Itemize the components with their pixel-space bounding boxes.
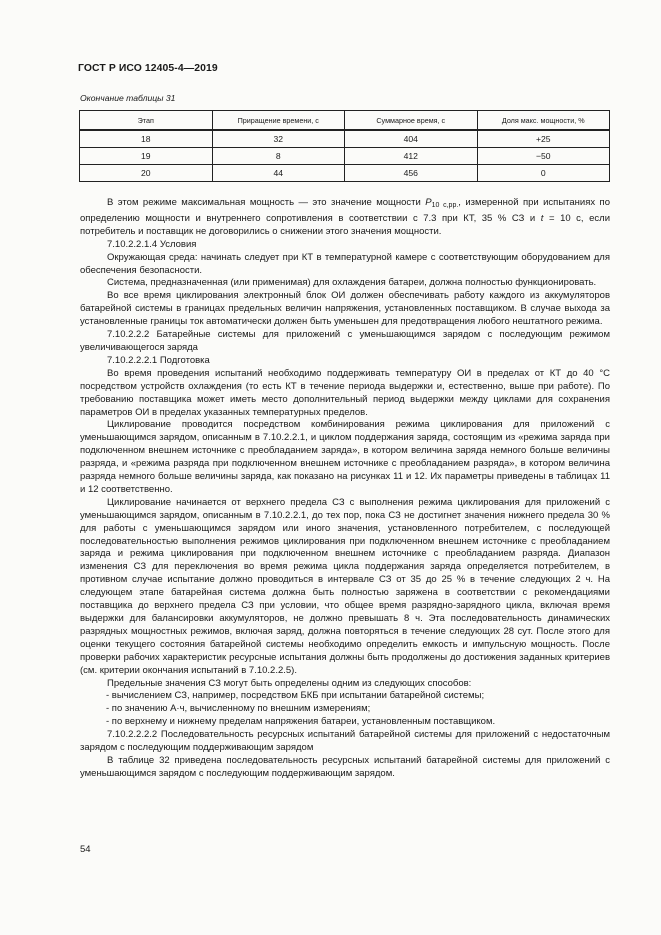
table-caption: Окончание таблицы 31 (80, 93, 176, 103)
paragraph: Окружающая среда: начинать следует при КТ в температурной камере с соответствующим оборудованием для обеспечения безопасности. (80, 251, 610, 276)
table-cell: −50 (477, 148, 610, 165)
subscript: 10 c,pp. (431, 202, 459, 209)
text-run: = 10 с, если потребитель и поставщик не договорились о снижении этого значения мощности. (80, 212, 610, 237)
table-row (80, 148, 610, 165)
table-cell: 8 (212, 148, 345, 165)
column-header: Приращение времени, с (212, 111, 345, 131)
document-header: ГОСТ Р ИСО 12405-4—2019 (78, 63, 218, 74)
body-text (80, 197, 610, 781)
paragraph: Во все время циклирования электронный блок ОИ должен обеспечивать работу каждого из аккумуляторов батарейной системы в границах предельных величин напряжения, установленных поставщиком. В случае выхода за установленные границы ток автоматически должен быть уменьшен для предотвращения любого нештатного режима. (80, 290, 610, 328)
paragraph: Циклирование проводится посредством комбинирования режима циклирования для приложений с уменьшающимся зарядом, описанным в 7.10.2.2.1, и циклом поддержания заряда, состоящим из «режима заряда при подключенном внешнем источнике с преобладанием заряда», в котором величина заряда немного больше величины разряда, и «режима разряда при подключенном внешнем источнике с преобладанием разряда», в котором величина разряда немного больше величины заряда, как показано на рисунках 11 и 12. Их параметры приведены в таблицах 11 и 12 соответственно. (80, 419, 610, 495)
table-cell: 20 (80, 165, 213, 182)
section-heading: 7.10.2.2.1.4 Условия (107, 238, 197, 250)
list-item: - вычислением СЗ, например, посредством БКБ при испытании батарейной системы; (106, 690, 485, 702)
table-cell: 456 (345, 165, 478, 182)
paragraph (80, 197, 610, 239)
paragraph: Во время проведения испытаний необходимо поддерживать температуру ОИ в пределах от КТ до 40 °С посредством устройств охлаждения (то есть КТ в течение периода выдержки и, естественно, выше при работе). По требованию поставщика может иметь место дополнительный период выдержки между циклами для сохранения параметров ОИ в пределах указанных температурных пределов. (80, 367, 610, 418)
table-row (80, 130, 610, 148)
paragraph: Предельные значения СЗ могут быть определены одним из следующих способов: (107, 677, 472, 689)
column-header: Доля макс. мощности, % (477, 111, 610, 131)
column-header: Суммарное время, с (345, 111, 478, 131)
list-item: - по верхнему и нижнему пределам напряжения батареи, установленным поставщиком. (106, 716, 496, 728)
table-cell: +25 (477, 130, 610, 148)
table-cell: 0 (477, 165, 610, 182)
table-cell: 19 (80, 148, 213, 165)
section-heading: 7.10.2.2.2.1 Подготовка (107, 354, 210, 366)
column-header: Этап (80, 111, 213, 131)
text-run: , измеренной при испытаниях по определению мощности и внутреннего сопротивления в соответствии с 7.3 при КТ, 35 % СЗ и (80, 197, 610, 224)
table-header-row (80, 111, 610, 131)
table-row (80, 165, 610, 182)
page-number: 54 (80, 844, 91, 855)
text-run: В этом режиме максимальная мощность — это значение мощности (107, 197, 426, 208)
list-item: - по значению А·ч, вычисленному по внешним измерениям; (106, 703, 371, 715)
table-cell: 18 (80, 130, 213, 148)
paragraph: Циклирование начинается от верхнего предела СЗ с выполнения режима циклирования для приложений с уменьшающимся зарядом, описанным в 7.10.2.2.1, до тех пор, пока СЗ не достигнет значения нижнего предела 30 % для работы с уменьшающимся зарядом или иного значения, установленного потребителем, с последующей последовательностью выполнения режимов циклирования при подключенном внешнем источнике с преобладанием заряда и режима циклирования при подключенном внешнем источнике с преобладанием разряда. Диапазон изменения СЗ для переключения во время режима цикла поддержания заряда определяется потребителем, в противном случае испытание должно проводиться в интервале СЗ от 35 до 25 % в течение следующих 2 ч. На следующем этапе батарейная система должна быть полностью заряжена в соответствии с рекомендациями поставщика до верхнего предела СЗ при условии, что общее время разрядно-зарядного цикла, включая время выдержки для балансировки аккумуляторов, не должно превышать 8 ч. Эта последовательность динамических разрядных мощностных режимов, включая заряд, должна повторяться в течение следующих 28 сут. После этого для оценки текущего состояния батарейной системы необходимо определить емкость и импульсную мощность. После проверки рабочих характеристик ресурсные испытания должны быть продолжены до достижения заданных критериев (см. критерии окончания испытаний в 7.10.2.2.5). (80, 496, 610, 676)
symbol: t (540, 212, 544, 224)
table-cell: 44 (212, 165, 345, 182)
symbol: P (425, 197, 432, 208)
data-table (79, 110, 610, 182)
table-cell: 404 (345, 130, 478, 148)
paragraph: В таблице 32 приведена последовательность ресурсных испытаний батарейной системы для приложений с уменьшающимся зарядом с последующим поддерживающим зарядом. (80, 754, 610, 779)
section-heading: 7.10.2.2.2.2 Последовательность ресурсных испытаний батарейной системы для приложений с недостаточным зарядом с последующим поддерживающим зарядом (80, 729, 610, 754)
table-cell: 32 (212, 130, 345, 148)
table-cell: 412 (345, 148, 478, 165)
paragraph: Система, предназначенная (или применимая) для охлаждения батареи, должна полностью функционировать. (107, 277, 597, 289)
section-heading: 7.10.2.2.2 Батарейные системы для приложений с уменьшающимся зарядом с последующим режимом увеличивающегося заряда (80, 329, 610, 353)
